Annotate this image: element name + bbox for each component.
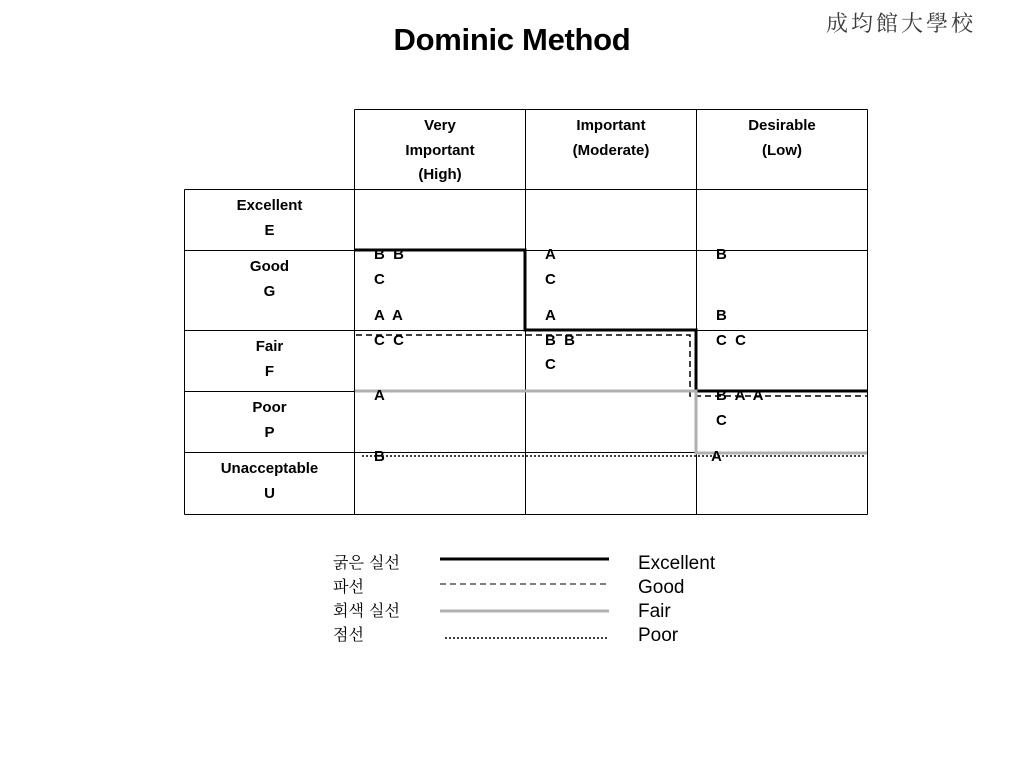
legend-korean-gray-solid: 회색 실선 [333,601,400,620]
slide-title: Dominic Method [393,22,631,57]
cell-poor-desirable: A [711,448,722,465]
legend-meaning-fair: Fair [638,601,671,622]
cell-good-desirable: B C C [716,307,746,349]
university-logo: 成均館大學校 [826,12,977,37]
header-desirable: Desirable (Low) [748,117,816,159]
fair-boundary-line [355,391,867,453]
row-label-fair: Fair F [255,338,284,380]
row-label-unacceptable: Unacceptable U [220,460,319,502]
cell-fair-desirable: B A A C [716,387,764,429]
legend-meaning-good: Good [638,577,685,598]
legend-korean-thick-solid: 굵은 실선 [333,553,400,572]
cell-excellent-important: A C [545,246,556,288]
legend-meaning-poor: Poor [638,625,679,646]
excellent-boundary-line [355,250,867,391]
cell-excellent-very-important: B B C [374,246,404,288]
legend-korean-dotted: 점선 [333,625,364,644]
cell-good-very-important: A A C C [374,307,404,349]
good-boundary-line [356,335,867,396]
cell-good-important: A B B C [545,307,575,373]
row-label-good: Good G [249,258,290,300]
header-important: Important (Moderate) [572,117,650,159]
header-very-important: Very Important (High) [405,117,475,183]
row-label-excellent: Excellent E [236,197,303,239]
cell-poor-very-important: B [374,448,385,465]
cell-fair-very-important: A [374,387,385,404]
legend-korean-dashed: 파선 [333,577,364,596]
legend-meaning-excellent: Excellent [638,553,716,574]
cell-excellent-desirable: B [716,246,727,263]
row-label-poor: Poor P [252,399,287,441]
